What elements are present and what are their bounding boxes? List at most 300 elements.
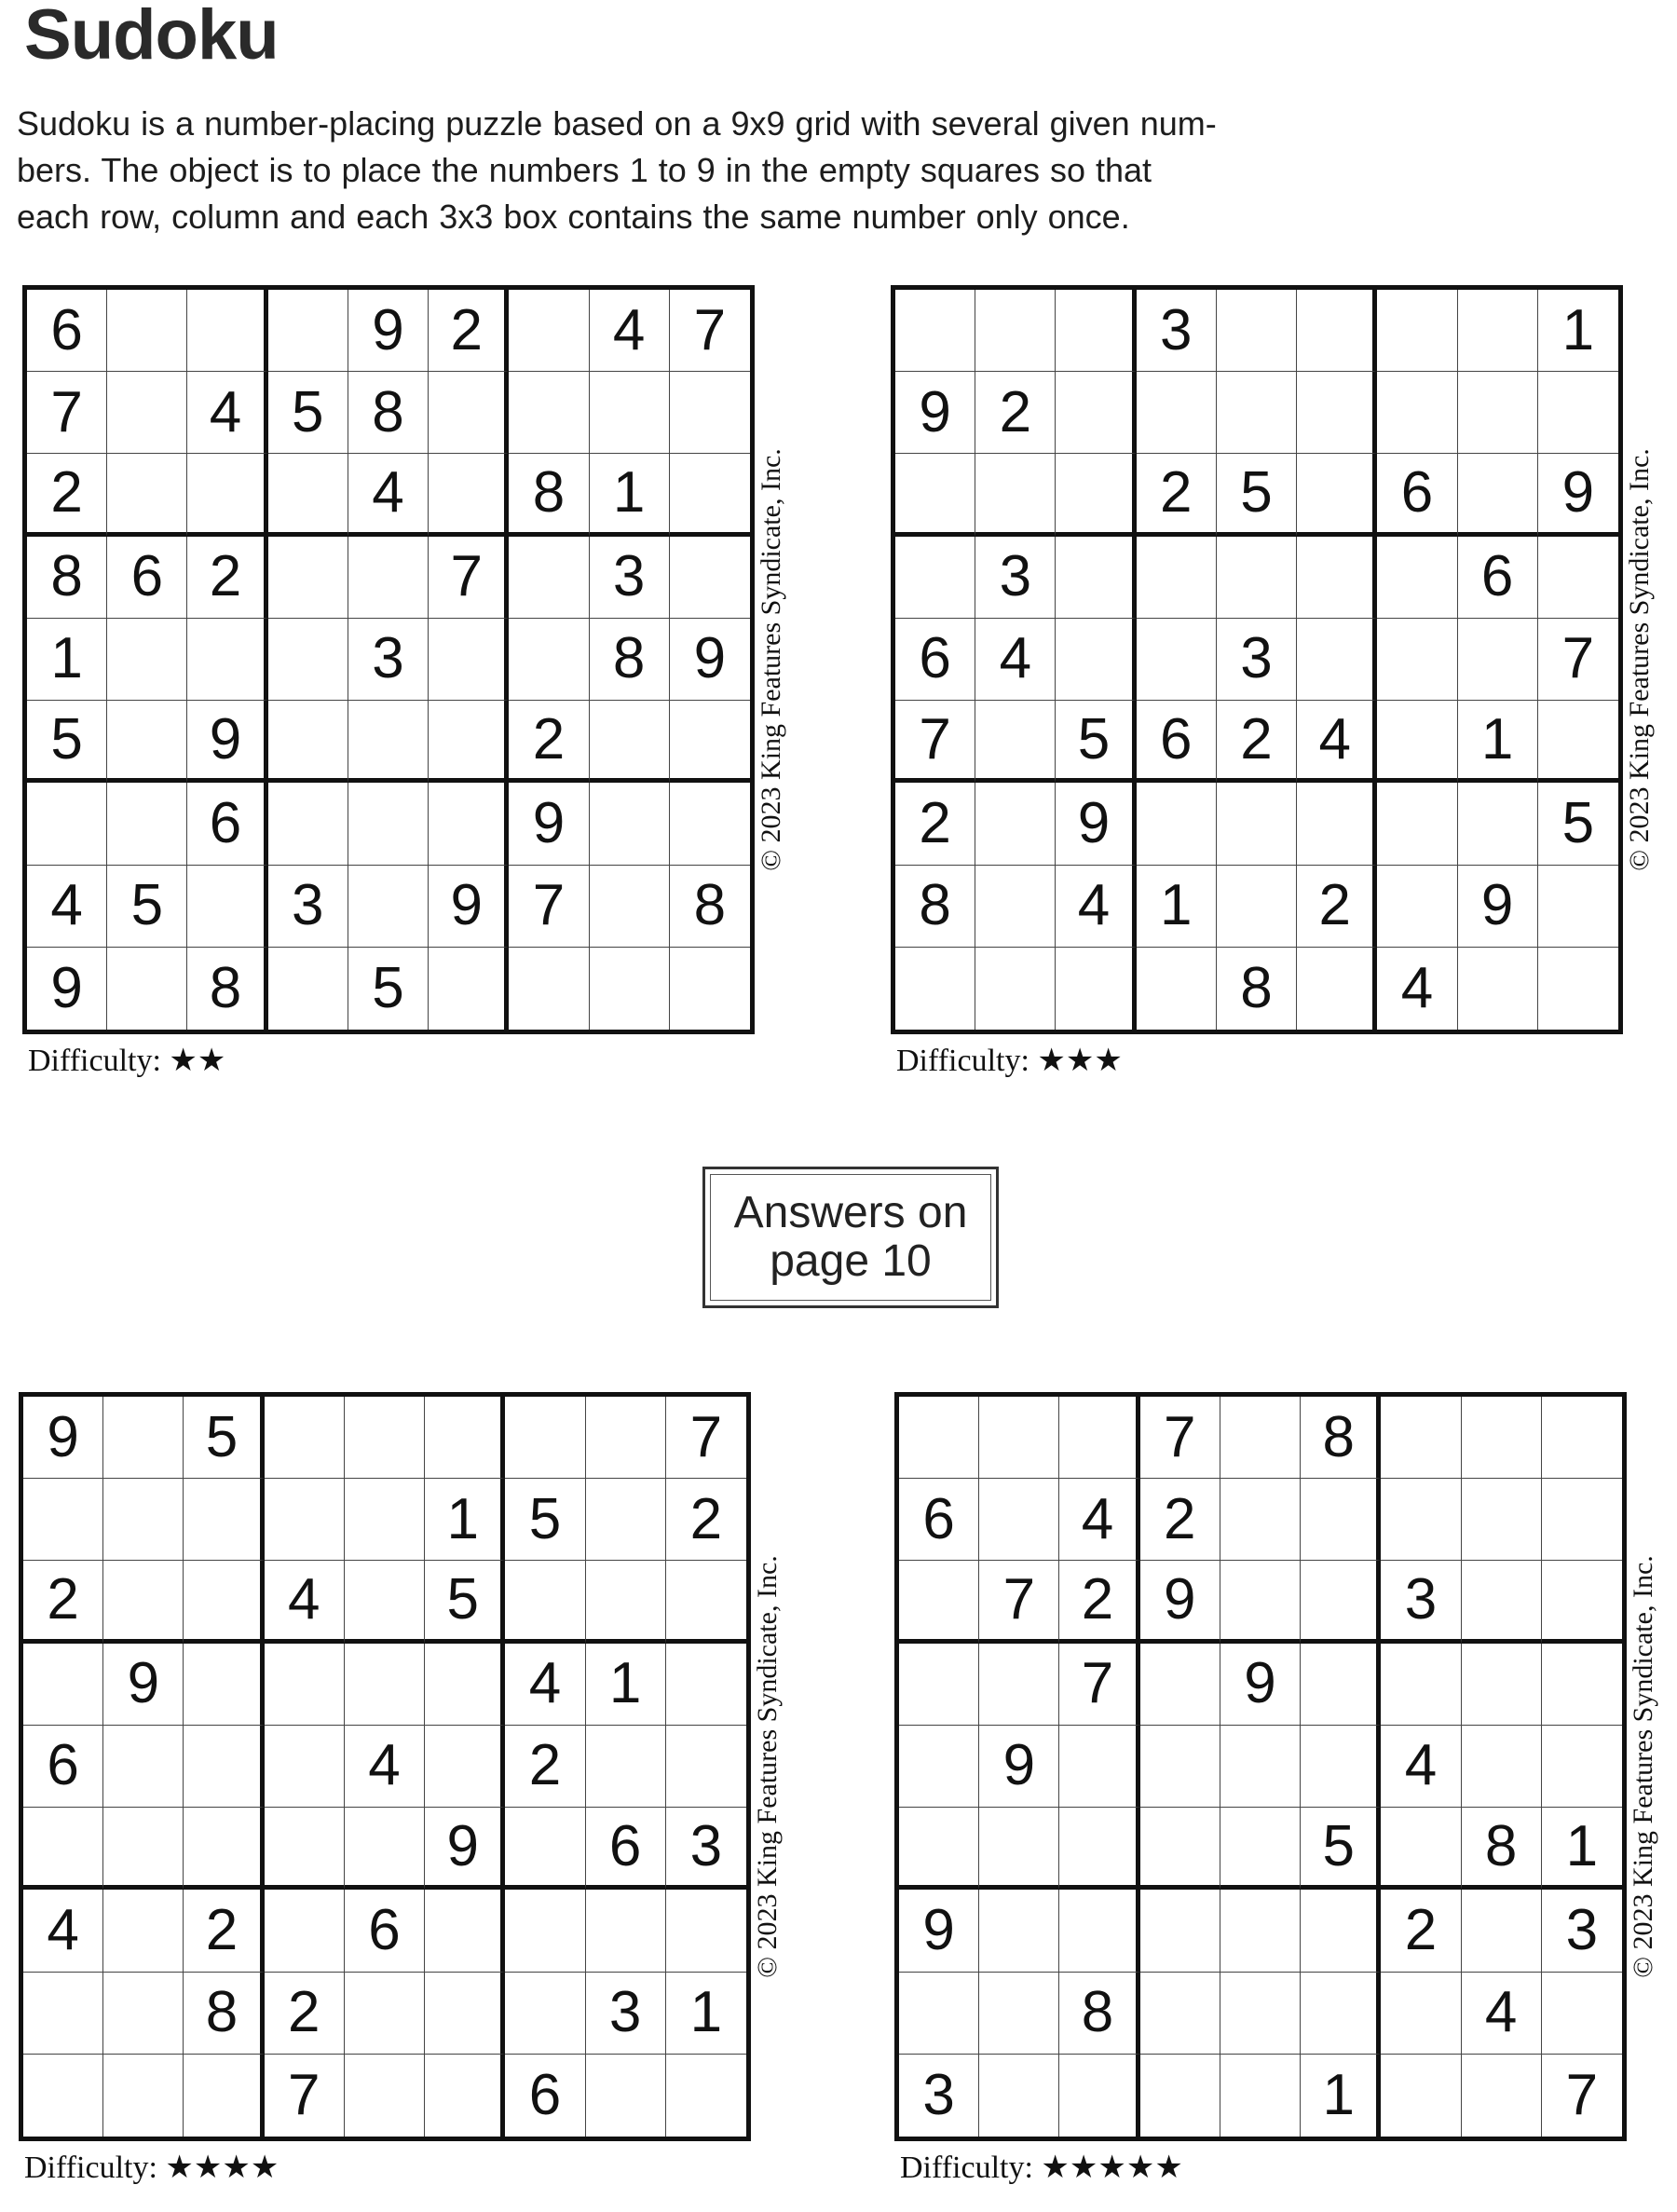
sudoku-cell-r8c7[interactable]	[1381, 1973, 1461, 2055]
sudoku-cell-r5c7[interactable]: 4	[1381, 1726, 1461, 1808]
sudoku-cell-r6c8[interactable]: 6	[586, 1808, 666, 1890]
sudoku-cell-r4c5[interactable]	[345, 1644, 425, 1726]
sudoku-cell-r5c6[interactable]	[1301, 1726, 1381, 1808]
sudoku-cell-r8c2[interactable]	[103, 1973, 184, 2055]
sudoku-cell-r7c8[interactable]	[1462, 1890, 1542, 1972]
sudoku-cell-r5c1[interactable]	[899, 1726, 979, 1808]
sudoku-cell-r4c4[interactable]	[265, 1644, 345, 1726]
sudoku-cell-r3c9[interactable]	[666, 1561, 746, 1643]
sudoku-cell-r7c9[interactable]	[670, 783, 750, 865]
sudoku-cell-r8c4[interactable]: 2	[265, 1973, 345, 2055]
sudoku-cell-r3c2[interactable]	[103, 1561, 184, 1643]
sudoku-cell-r2c4[interactable]	[1137, 372, 1217, 454]
sudoku-cell-r3c9[interactable]: 9	[1538, 454, 1618, 536]
sudoku-cell-r2c4[interactable]: 2	[1140, 1479, 1220, 1561]
sudoku-cell-r2c9[interactable]: 2	[666, 1479, 746, 1561]
sudoku-cell-r8c2[interactable]	[979, 1973, 1059, 2055]
sudoku-cell-r4c6[interactable]	[425, 1644, 505, 1726]
sudoku-cell-r4c7[interactable]	[1377, 537, 1457, 619]
sudoku-cell-r7c7[interactable]	[505, 1890, 585, 1972]
sudoku-cell-r4c1[interactable]	[23, 1644, 103, 1726]
sudoku-cell-r8c1[interactable]	[23, 1973, 103, 2055]
sudoku-cell-r3c5[interactable]: 5	[1217, 454, 1297, 536]
sudoku-cell-r4c1[interactable]	[899, 1644, 979, 1726]
sudoku-cell-r9c7[interactable]	[509, 948, 589, 1030]
sudoku-cell-r8c7[interactable]	[505, 1973, 585, 2055]
sudoku-cell-r9c1[interactable]	[895, 948, 975, 1030]
sudoku-cell-r3c4[interactable]: 2	[1137, 454, 1217, 536]
sudoku-cell-r6c6[interactable]: 4	[1297, 701, 1377, 783]
sudoku-cell-r1c1[interactable]: 6	[27, 290, 107, 372]
sudoku-cell-r5c1[interactable]: 6	[23, 1726, 103, 1808]
sudoku-cell-r4c7[interactable]	[509, 537, 589, 619]
sudoku-cell-r9c8[interactable]	[586, 2055, 666, 2137]
sudoku-cell-r2c2[interactable]	[103, 1479, 184, 1561]
sudoku-cell-r1c9[interactable]: 1	[1538, 290, 1618, 372]
sudoku-cell-r1c7[interactable]	[1377, 290, 1457, 372]
sudoku-cell-r3c4[interactable]: 4	[265, 1561, 345, 1643]
sudoku-cell-r6c8[interactable]: 8	[1462, 1808, 1542, 1890]
sudoku-cell-r7c4[interactable]	[268, 783, 348, 865]
sudoku-cell-r8c9[interactable]: 1	[666, 1973, 746, 2055]
sudoku-cell-r3c3[interactable]	[1056, 454, 1136, 536]
sudoku-cell-r1c5[interactable]	[345, 1397, 425, 1479]
sudoku-cell-r4c6[interactable]	[1297, 537, 1377, 619]
sudoku-cell-r3c4[interactable]	[268, 454, 348, 536]
sudoku-cell-r1c4[interactable]: 3	[1137, 290, 1217, 372]
sudoku-cell-r1c7[interactable]	[1381, 1397, 1461, 1479]
sudoku-cell-r5c7[interactable]	[1377, 619, 1457, 701]
sudoku-cell-r2c2[interactable]: 2	[975, 372, 1056, 454]
sudoku-cell-r5c9[interactable]: 9	[670, 619, 750, 701]
sudoku-cell-r9c4[interactable]	[1140, 2055, 1220, 2137]
sudoku-cell-r5c5[interactable]: 3	[348, 619, 429, 701]
sudoku-cell-r2c7[interactable]: 5	[505, 1479, 585, 1561]
sudoku-cell-r8c2[interactable]: 5	[107, 866, 187, 948]
sudoku-cell-r2c6[interactable]	[1297, 372, 1377, 454]
sudoku-cell-r9c9[interactable]	[670, 948, 750, 1030]
sudoku-cell-r2c8[interactable]	[1458, 372, 1538, 454]
sudoku-cell-r2c7[interactable]	[509, 372, 589, 454]
sudoku-cell-r3c6[interactable]	[1297, 454, 1377, 536]
sudoku-cell-r4c5[interactable]	[348, 537, 429, 619]
sudoku-cell-r5c6[interactable]	[1297, 619, 1377, 701]
sudoku-cell-r8c2[interactable]	[975, 866, 1056, 948]
sudoku-cell-r6c3[interactable]: 9	[187, 701, 267, 783]
sudoku-cell-r9c2[interactable]	[975, 948, 1056, 1030]
sudoku-cell-r8c7[interactable]: 7	[509, 866, 589, 948]
sudoku-cell-r7c2[interactable]	[103, 1890, 184, 1972]
sudoku-cell-r4c8[interactable]: 3	[590, 537, 670, 619]
sudoku-cell-r4c3[interactable]	[1056, 537, 1136, 619]
sudoku-cell-r7c8[interactable]	[586, 1890, 666, 1972]
sudoku-cell-r7c3[interactable]: 2	[184, 1890, 264, 1972]
sudoku-cell-r1c2[interactable]	[979, 1397, 1059, 1479]
sudoku-cell-r1c8[interactable]	[586, 1397, 666, 1479]
sudoku-cell-r3c6[interactable]	[1301, 1561, 1381, 1643]
sudoku-cell-r5c5[interactable]: 3	[1217, 619, 1297, 701]
sudoku-cell-r3c2[interactable]	[975, 454, 1056, 536]
sudoku-cell-r7c1[interactable]: 2	[895, 783, 975, 865]
sudoku-cell-r1c6[interactable]	[425, 1397, 505, 1479]
sudoku-cell-r1c7[interactable]	[509, 290, 589, 372]
sudoku-cell-r1c2[interactable]	[107, 290, 187, 372]
sudoku-cell-r9c5[interactable]: 8	[1217, 948, 1297, 1030]
sudoku-cell-r9c2[interactable]	[103, 2055, 184, 2137]
sudoku-cell-r1c3[interactable]	[1056, 290, 1136, 372]
sudoku-cell-r7c6[interactable]	[429, 783, 509, 865]
sudoku-cell-r8c5[interactable]	[1217, 866, 1297, 948]
sudoku-cell-r8c4[interactable]: 3	[268, 866, 348, 948]
sudoku-cell-r6c5[interactable]	[348, 701, 429, 783]
sudoku-cell-r2c4[interactable]	[265, 1479, 345, 1561]
sudoku-cell-r3c3[interactable]	[184, 1561, 264, 1643]
sudoku-cell-r4c3[interactable]: 2	[187, 537, 267, 619]
sudoku-cell-r1c4[interactable]: 7	[1140, 1397, 1220, 1479]
sudoku-cell-r2c3[interactable]	[184, 1479, 264, 1561]
sudoku-cell-r8c8[interactable]: 4	[1462, 1973, 1542, 2055]
sudoku-cell-r3c8[interactable]	[1462, 1561, 1542, 1643]
sudoku-cell-r7c1[interactable]: 9	[899, 1890, 979, 1972]
sudoku-cell-r8c8[interactable]: 9	[1458, 866, 1538, 948]
sudoku-cell-r3c5[interactable]	[345, 1561, 425, 1643]
sudoku-cell-r6c9[interactable]: 3	[666, 1808, 746, 1890]
sudoku-cell-r4c9[interactable]	[666, 1644, 746, 1726]
sudoku-cell-r3c1[interactable]: 2	[27, 454, 107, 536]
sudoku-cell-r5c8[interactable]	[586, 1726, 666, 1808]
sudoku-cell-r7c3[interactable]	[1059, 1890, 1139, 1972]
sudoku-cell-r5c2[interactable]	[107, 619, 187, 701]
sudoku-cell-r7c4[interactable]	[265, 1890, 345, 1972]
sudoku-cell-r4c5[interactable]	[1217, 537, 1297, 619]
sudoku-cell-r7c6[interactable]	[1301, 1890, 1381, 1972]
sudoku-cell-r6c7[interactable]	[505, 1808, 585, 1890]
sudoku-cell-r2c8[interactable]	[590, 372, 670, 454]
sudoku-cell-r4c8[interactable]: 6	[1458, 537, 1538, 619]
sudoku-cell-r4c1[interactable]: 8	[27, 537, 107, 619]
sudoku-cell-r9c3[interactable]	[1059, 2055, 1139, 2137]
sudoku-cell-r9c9[interactable]: 7	[1565, 2062, 1599, 2127]
sudoku-cell-r8c3[interactable]: 4	[1056, 866, 1136, 948]
sudoku-cell-r9c5[interactable]: 5	[348, 948, 429, 1030]
sudoku-cell-r3c9[interactable]	[1542, 1561, 1622, 1643]
sudoku-cell-r2c8[interactable]	[1462, 1479, 1542, 1561]
sudoku-cell-r7c2[interactable]	[975, 783, 1056, 865]
sudoku-cell-r6c3[interactable]: 5	[1056, 701, 1136, 783]
sudoku-cell-r4c2[interactable]: 9	[103, 1644, 184, 1726]
sudoku-cell-r3c1[interactable]	[895, 454, 975, 536]
sudoku-cell-r6c4[interactable]	[268, 701, 348, 783]
sudoku-cell-r6c2[interactable]	[103, 1808, 184, 1890]
sudoku-cell-r2c3[interactable]: 4	[1059, 1479, 1139, 1561]
sudoku-cell-r7c4[interactable]	[1140, 1890, 1220, 1972]
sudoku-cell-r3c5[interactable]	[1220, 1561, 1301, 1643]
sudoku-cell-r7c4[interactable]	[1137, 783, 1217, 865]
sudoku-cell-r3c6[interactable]	[429, 454, 509, 536]
sudoku-cell-r3c9[interactable]	[670, 454, 750, 536]
sudoku-cell-r9c4[interactable]	[268, 948, 348, 1030]
sudoku-cell-r6c9[interactable]	[670, 701, 750, 783]
sudoku-cell-r6c8[interactable]	[590, 701, 670, 783]
sudoku-cell-r3c3[interactable]: 2	[1059, 1561, 1139, 1643]
sudoku-cell-r9c5[interactable]	[1220, 2055, 1301, 2137]
sudoku-cell-r1c6[interactable]: 8	[1301, 1397, 1381, 1479]
sudoku-cell-r9c6[interactable]	[429, 948, 509, 1030]
sudoku-cell-r2c6[interactable]	[429, 372, 509, 454]
sudoku-cell-r9c6[interactable]: 1	[1301, 2055, 1381, 2137]
sudoku-cell-r3c2[interactable]	[107, 454, 187, 536]
sudoku-cell-r1c3[interactable]	[1059, 1397, 1139, 1479]
sudoku-cell-r3c4[interactable]: 9	[1140, 1561, 1220, 1643]
sudoku-cell-r5c7[interactable]: 2	[505, 1726, 585, 1808]
sudoku-cell-r8c3[interactable]: 8	[1059, 1973, 1139, 2055]
sudoku-cell-r5c9[interactable]: 7	[1538, 619, 1618, 701]
sudoku-cell-r1c4[interactable]	[265, 1397, 345, 1479]
sudoku-cell-r9c8[interactable]	[1458, 948, 1538, 1030]
sudoku-cell-r8c3[interactable]: 8	[184, 1973, 264, 2055]
sudoku-cell-r4c3[interactable]: 7	[1059, 1644, 1139, 1726]
sudoku-cell-r5c5[interactable]: 4	[345, 1726, 425, 1808]
sudoku-cell-r7c5[interactable]	[1217, 783, 1297, 865]
sudoku-cell-r6c8[interactable]: 1	[1458, 701, 1538, 783]
sudoku-cell-r9c6[interactable]	[1297, 948, 1377, 1030]
sudoku-cell-r2c3[interactable]	[1056, 372, 1136, 454]
sudoku-cell-r1c8[interactable]	[1462, 1397, 1542, 1479]
sudoku-cell-r3c7[interactable]: 8	[509, 454, 589, 536]
sudoku-cell-r3c7[interactable]	[505, 1561, 585, 1643]
sudoku-cell-r8c9[interactable]	[1542, 1973, 1622, 2055]
sudoku-cell-r8c9[interactable]: 8	[670, 866, 750, 948]
sudoku-cell-r1c6[interactable]: 2	[429, 290, 509, 372]
sudoku-cell-r1c1[interactable]	[899, 1397, 979, 1479]
sudoku-cell-r3c1[interactable]: 2	[23, 1561, 103, 1643]
sudoku-cell-r9c2[interactable]	[107, 948, 187, 1030]
sudoku-cell-r3c7[interactable]: 6	[1377, 454, 1457, 536]
sudoku-cell-r7c2[interactable]	[979, 1890, 1059, 1972]
sudoku-cell-r8c1[interactable]: 4	[27, 866, 107, 948]
sudoku-cell-r2c6[interactable]	[1301, 1479, 1381, 1561]
sudoku-cell-r1c1[interactable]	[895, 290, 975, 372]
sudoku-cell-r8c1[interactable]	[899, 1973, 979, 2055]
sudoku-cell-r6c7[interactable]	[1377, 701, 1457, 783]
sudoku-cell-r2c1[interactable]: 6	[899, 1479, 979, 1561]
sudoku-cell-r6c3[interactable]	[1059, 1808, 1139, 1890]
sudoku-cell-r5c4[interactable]	[1137, 619, 1217, 701]
sudoku-cell-r8c7[interactable]	[1377, 866, 1457, 948]
sudoku-cell-r4c9[interactable]	[1542, 1644, 1622, 1726]
sudoku-cell-r8c3[interactable]	[187, 866, 267, 948]
sudoku-cell-r8c1[interactable]: 8	[895, 866, 975, 948]
sudoku-cell-r1c6[interactable]	[1297, 290, 1377, 372]
sudoku-cell-r4c8[interactable]: 1	[586, 1644, 666, 1726]
sudoku-cell-r7c3[interactable]: 9	[1056, 783, 1136, 865]
sudoku-cell-r4c4[interactable]	[1140, 1644, 1220, 1726]
sudoku-cell-r9c9[interactable]	[666, 2055, 746, 2137]
sudoku-cell-r5c3[interactable]	[1059, 1726, 1139, 1808]
sudoku-cell-r7c5[interactable]: 6	[345, 1890, 425, 1972]
sudoku-cell-r4c4[interactable]	[268, 537, 348, 619]
sudoku-cell-r9c1[interactable]: 9	[27, 948, 107, 1030]
sudoku-cell-r7c7[interactable]: 9	[509, 783, 589, 865]
sudoku-cell-r1c9[interactable]: 7	[670, 290, 750, 372]
sudoku-cell-r4c9[interactable]	[1538, 537, 1618, 619]
sudoku-cell-r6c2[interactable]	[975, 701, 1056, 783]
sudoku-cell-r5c3[interactable]	[1056, 619, 1136, 701]
sudoku-cell-r2c3[interactable]: 4	[187, 372, 267, 454]
sudoku-cell-r6c6[interactable]: 5	[1301, 1808, 1381, 1890]
sudoku-cell-r2c8[interactable]	[586, 1479, 666, 1561]
sudoku-cell-r9c1[interactable]	[23, 2055, 103, 2137]
sudoku-cell-r8c4[interactable]	[1140, 1973, 1220, 2055]
sudoku-cell-r6c9[interactable]	[1538, 701, 1618, 783]
sudoku-cell-r6c3[interactable]	[184, 1808, 264, 1890]
sudoku-cell-r7c9[interactable]: 3	[1542, 1890, 1622, 1972]
sudoku-cell-r1c1[interactable]: 9	[23, 1397, 103, 1479]
sudoku-cell-r1c2[interactable]	[975, 290, 1056, 372]
sudoku-cell-r4c9[interactable]	[670, 537, 750, 619]
sudoku-cell-r9c6[interactable]	[425, 2055, 505, 2137]
sudoku-cell-r3c2[interactable]: 7	[979, 1561, 1059, 1643]
sudoku-cell-r4c1[interactable]	[895, 537, 975, 619]
sudoku-cell-r9c4[interactable]	[1137, 948, 1217, 1030]
sudoku-cell-r4c7[interactable]	[1381, 1644, 1461, 1726]
sudoku-cell-r2c1[interactable]	[23, 1479, 103, 1561]
sudoku-cell-r2c1[interactable]: 7	[27, 372, 107, 454]
sudoku-cell-r3c8[interactable]: 1	[590, 454, 670, 536]
sudoku-cell-r9c5[interactable]	[345, 2055, 425, 2137]
sudoku-cell-r4c7[interactable]: 4	[505, 1644, 585, 1726]
sudoku-cell-r3c7[interactable]: 3	[1381, 1561, 1461, 1643]
sudoku-cell-r2c5[interactable]	[1217, 372, 1297, 454]
sudoku-cell-r1c8[interactable]	[1458, 290, 1538, 372]
sudoku-cell-r4c5[interactable]: 9	[1220, 1644, 1301, 1726]
sudoku-cell-r5c2[interactable]: 9	[979, 1726, 1059, 1808]
sudoku-cell-r8c5[interactable]	[348, 866, 429, 948]
sudoku-cell-r6c4[interactable]	[265, 1808, 345, 1890]
sudoku-cell-r4c6[interactable]	[1301, 1644, 1381, 1726]
sudoku-cell-r5c1[interactable]: 1	[27, 619, 107, 701]
sudoku-cell-r1c9[interactable]: 7	[666, 1397, 746, 1479]
sudoku-cell-r2c4[interactable]: 5	[268, 372, 348, 454]
sudoku-cell-r5c3[interactable]	[184, 1726, 264, 1808]
sudoku-cell-r9c7[interactable]	[1381, 2055, 1461, 2137]
sudoku-cell-r5c7[interactable]	[509, 619, 589, 701]
sudoku-cell-r9c8[interactable]	[1462, 2055, 1542, 2137]
sudoku-cell-r5c9[interactable]	[666, 1726, 746, 1808]
sudoku-cell-r5c1[interactable]: 6	[895, 619, 975, 701]
sudoku-cell-r8c6[interactable]: 9	[429, 866, 509, 948]
sudoku-cell-r2c7[interactable]	[1381, 1479, 1461, 1561]
sudoku-cell-r4c3[interactable]	[184, 1644, 264, 1726]
sudoku-cell-r9c4[interactable]: 7	[265, 2055, 345, 2137]
sudoku-cell-r9c7[interactable]: 6	[505, 2055, 585, 2137]
sudoku-cell-r7c1[interactable]	[27, 783, 107, 865]
sudoku-cell-r1c5[interactable]	[1220, 1397, 1301, 1479]
sudoku-cell-r8c8[interactable]: 3	[586, 1973, 666, 2055]
sudoku-cell-r6c1[interactable]: 7	[895, 701, 975, 783]
sudoku-cell-r5c8[interactable]: 8	[590, 619, 670, 701]
sudoku-cell-r9c3[interactable]	[1056, 948, 1136, 1030]
sudoku-cell-r7c5[interactable]	[1220, 1890, 1301, 1972]
sudoku-cell-r1c9[interactable]	[1542, 1397, 1622, 1479]
sudoku-cell-r6c9[interactable]: 1	[1542, 1808, 1622, 1890]
sudoku-cell-r6c7[interactable]	[1381, 1808, 1461, 1890]
sudoku-cell-r1c5[interactable]: 9	[348, 290, 429, 372]
sudoku-cell-r6c5[interactable]: 2	[1217, 701, 1297, 783]
sudoku-cell-r9c3[interactable]	[184, 2055, 264, 2137]
sudoku-cell-r3c1[interactable]	[899, 1561, 979, 1643]
sudoku-cell-r6c1[interactable]: 5	[27, 701, 107, 783]
sudoku-cell-r8c5[interactable]	[345, 1973, 425, 2055]
sudoku-cell-r7c8[interactable]	[590, 783, 670, 865]
sudoku-cell-r5c8[interactable]	[1458, 619, 1538, 701]
sudoku-cell-r6c2[interactable]	[979, 1808, 1059, 1890]
sudoku-cell-r7c2[interactable]	[107, 783, 187, 865]
sudoku-cell-r2c1[interactable]: 9	[895, 372, 975, 454]
sudoku-cell-r4c2[interactable]: 6	[107, 537, 187, 619]
sudoku-cell-r1c3[interactable]: 5	[184, 1397, 264, 1479]
sudoku-cell-r5c6[interactable]	[425, 1726, 505, 1808]
sudoku-cell-r7c6[interactable]	[425, 1890, 505, 1972]
sudoku-cell-r2c9[interactable]	[1538, 372, 1618, 454]
sudoku-cell-r2c7[interactable]	[1377, 372, 1457, 454]
sudoku-cell-r4c2[interactable]: 3	[975, 537, 1056, 619]
sudoku-cell-r1c3[interactable]	[187, 290, 267, 372]
sudoku-cell-r9c8[interactable]	[590, 948, 670, 1030]
sudoku-cell-r8c9[interactable]	[1538, 866, 1618, 948]
sudoku-cell-r3c8[interactable]	[1458, 454, 1538, 536]
sudoku-cell-r5c5[interactable]	[1220, 1726, 1301, 1808]
sudoku-cell-r5c8[interactable]	[1462, 1726, 1542, 1808]
sudoku-cell-r7c8[interactable]	[1458, 783, 1538, 865]
sudoku-cell-r5c9[interactable]	[1542, 1726, 1622, 1808]
sudoku-cell-r2c5[interactable]: 8	[348, 372, 429, 454]
sudoku-cell-r2c9[interactable]	[670, 372, 750, 454]
sudoku-cell-r2c6[interactable]: 1	[425, 1479, 505, 1561]
sudoku-cell-r1c5[interactable]	[1217, 290, 1297, 372]
sudoku-cell-r7c7[interactable]: 2	[1381, 1890, 1461, 1972]
sudoku-cell-r9c3[interactable]: 8	[187, 948, 267, 1030]
sudoku-cell-r8c4[interactable]: 1	[1137, 866, 1217, 948]
sudoku-cell-r7c7[interactable]	[1377, 783, 1457, 865]
sudoku-cell-r9c7[interactable]: 4	[1377, 948, 1457, 1030]
sudoku-cell-r4c2[interactable]	[979, 1644, 1059, 1726]
sudoku-cell-r8c8[interactable]	[590, 866, 670, 948]
sudoku-cell-r3c5[interactable]: 4	[348, 454, 429, 536]
sudoku-cell-r1c8[interactable]: 4	[590, 290, 670, 372]
sudoku-cell-r5c4[interactable]	[1140, 1726, 1220, 1808]
sudoku-cell-r5c2[interactable]: 4	[975, 619, 1056, 701]
sudoku-cell-r6c4[interactable]	[1140, 1808, 1220, 1890]
sudoku-cell-r4c4[interactable]	[1137, 537, 1217, 619]
sudoku-cell-r6c5[interactable]	[1220, 1808, 1301, 1890]
sudoku-cell-r6c2[interactable]	[107, 701, 187, 783]
sudoku-cell-r7c9[interactable]	[666, 1890, 746, 1972]
sudoku-cell-r7c3[interactable]: 6	[187, 783, 267, 865]
sudoku-cell-r1c7[interactable]	[505, 1397, 585, 1479]
sudoku-cell-r6c6[interactable]	[429, 701, 509, 783]
sudoku-cell-r2c2[interactable]	[979, 1479, 1059, 1561]
sudoku-cell-r8c6[interactable]	[1301, 1973, 1381, 2055]
sudoku-cell-r1c2[interactable]	[103, 1397, 184, 1479]
sudoku-cell-r2c2[interactable]	[107, 372, 187, 454]
sudoku-cell-r5c6[interactable]	[429, 619, 509, 701]
sudoku-cell-r2c5[interactable]	[1220, 1479, 1301, 1561]
sudoku-cell-r8c6[interactable]	[425, 1973, 505, 2055]
sudoku-cell-r9c9[interactable]	[1538, 948, 1618, 1030]
sudoku-cell-r7c9[interactable]: 5	[1538, 783, 1618, 865]
sudoku-cell-r5c3[interactable]	[187, 619, 267, 701]
